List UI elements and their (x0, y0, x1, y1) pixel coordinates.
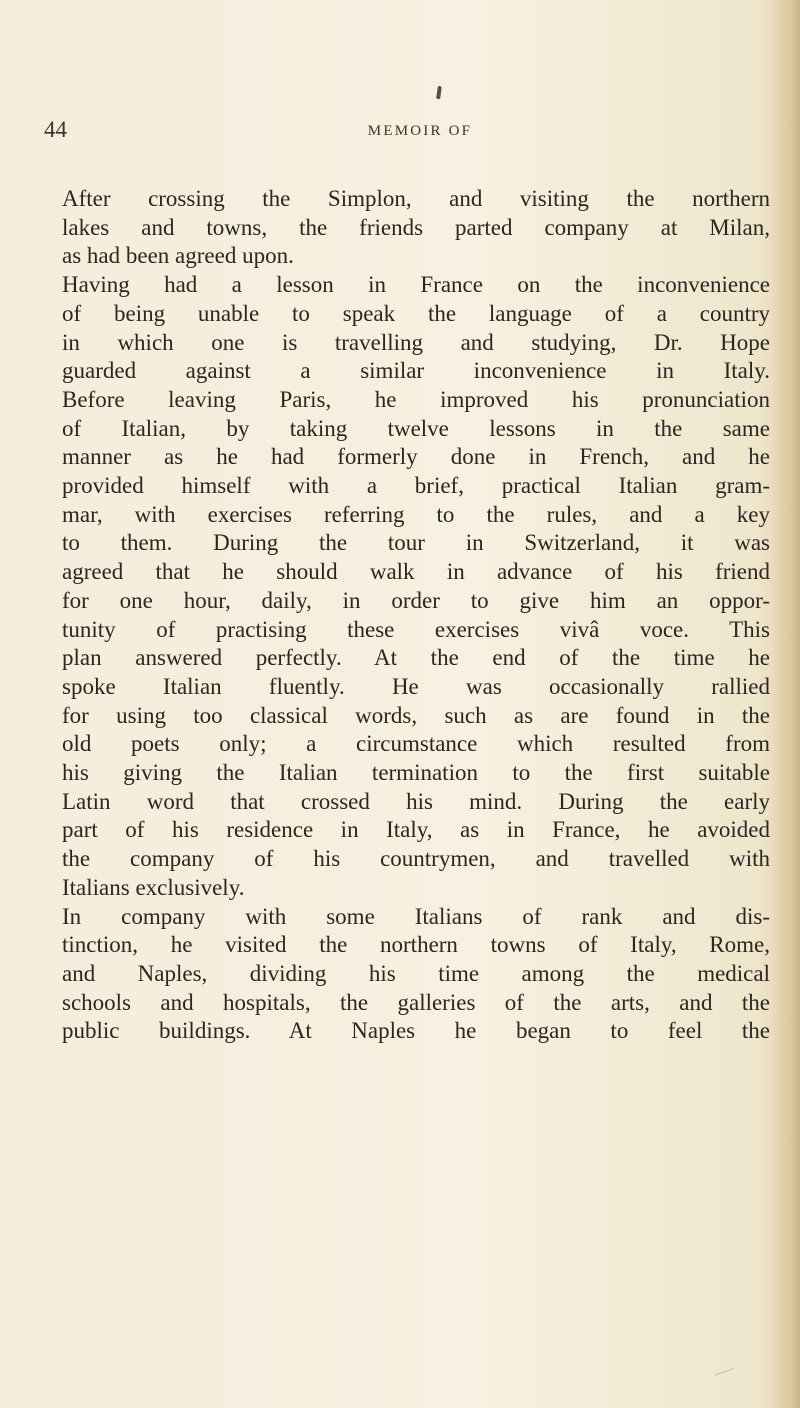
text-line: tunity of practising these exercises vivâ voce. This (62, 616, 770, 642)
text-line: the company of his countrymen, and travelled with (62, 846, 770, 872)
text-line: of Italian, by taking twelve lessons in the same (62, 415, 770, 441)
text-line: as had been agreed upon. (62, 243, 294, 269)
text-line: public buildings. At Naples he began to feel the (62, 1018, 770, 1044)
text-line: tinction, he visited the northern towns of Italy, Rome, (62, 932, 770, 958)
text-line: Italians exclusively. (62, 874, 245, 900)
text-line: to them. During the tour in Switzerland, it was (62, 530, 770, 556)
running-head: MEMOIR OF (367, 123, 473, 139)
text-line: his giving the Italian termination to the first suitable (62, 760, 770, 786)
text-line: schools and hospitals, the galleries of the arts, and the (62, 989, 770, 1015)
text-line: of being unable to speak the language of a country (62, 300, 770, 326)
text-line: mar, with exercises referring to the rules, and a key (62, 501, 770, 527)
text-line: After crossing the Simplon, and visiting the northern (62, 186, 770, 211)
text-line: for one hour, daily, in order to give him an oppor- (62, 587, 770, 613)
text-line: Latin word that crossed his mind. During the early (62, 788, 770, 814)
text-line: spoke Italian fluently. He was occasionally rallied (62, 673, 770, 699)
page-smudge (715, 1368, 737, 1383)
text-line: part of his residence in Italy, as in France, he avoided (62, 817, 770, 843)
text-line: manner as he had formerly done in French, and he (62, 444, 770, 470)
text-line: for using too classical words, such as are found in the (62, 702, 770, 728)
text-line: and Naples, dividing his time among the medical (62, 960, 770, 986)
page-edge-shadow (770, 0, 800, 1408)
text-line: Having had a lesson in France on the inconvenience (62, 272, 770, 298)
text-line: Before leaving Paris, he improved his pronunciation (62, 386, 770, 412)
body-text (62, 185, 770, 1046)
text-line: old poets only; a circumstance which resulted from (62, 731, 770, 757)
text-line: lakes and towns, the friends parted company at Milan, (62, 214, 770, 240)
text-line: plan answered perfectly. At the end of the time he (62, 645, 770, 671)
text-line: in which one is travelling and studying, Dr. Hope (62, 329, 770, 355)
text-line: provided himself with a brief, practical Italian gram- (62, 473, 770, 499)
text-line: In company with some Italians of rank and dis- (62, 903, 770, 929)
ink-mark (436, 86, 442, 99)
page-number: 44 (44, 117, 67, 142)
text-line: agreed that he should walk in advance of his friend (62, 559, 770, 585)
text-line: guarded against a similar inconvenience in Italy. (62, 358, 770, 384)
